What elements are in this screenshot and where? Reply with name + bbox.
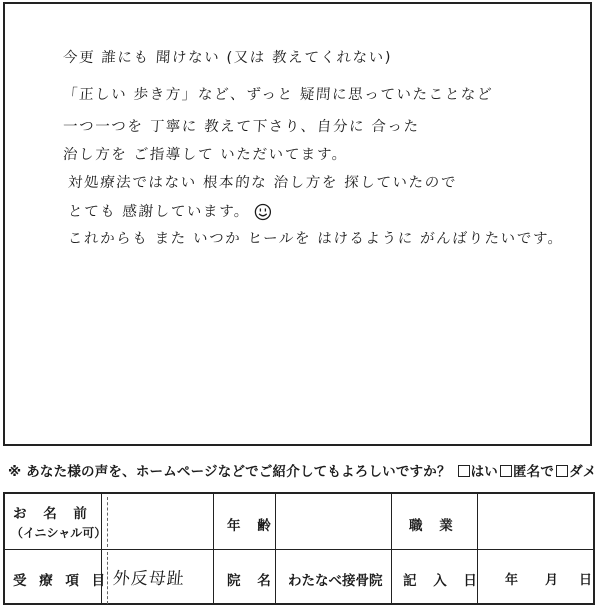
checkbox-yes-icon[interactable] <box>458 465 470 477</box>
comment-line-7: これからも また いつか ヒールを はけるように がんばりたいです。 <box>67 231 565 247</box>
permission-question <box>8 460 596 480</box>
comment-line-6: とても 感謝しています。 <box>67 204 251 220</box>
date-label: 記 入 日 <box>403 573 483 589</box>
option-no-label: ダメ <box>569 464 597 480</box>
name-label: お 名 前 <box>13 506 93 522</box>
customer-info-table <box>3 492 595 605</box>
table-column-divider <box>213 494 214 603</box>
treatment-value: 外反母趾 <box>111 569 186 589</box>
checkbox-anonymous-icon[interactable] <box>500 465 512 477</box>
comment-line-3: 一つ一つを 丁寧に 教えて下さり、自分に 合った <box>62 119 421 135</box>
table-column-divider <box>391 494 392 603</box>
clinic-name: わたなべ接骨院 <box>288 573 383 589</box>
comment-line-6-wrap <box>67 200 273 221</box>
comment-line-5: 対処療法ではない 根本的な 治し方を 探していたので <box>67 175 458 191</box>
comment-line-2: 「正しい 歩き方」など、ずっと 疑問に思っていたことなど <box>62 87 494 103</box>
job-label: 職 業 <box>409 518 459 534</box>
option-yes-label: はい <box>470 464 498 480</box>
month-label: 月 <box>545 573 559 588</box>
permission-question-text: ※ あなた様の声を、ホームページなどでご紹介してもよろしいですか？ <box>8 464 451 480</box>
comment-line-1: 今更 誰にも 聞けない (又は 教えてくれない) <box>62 50 393 66</box>
comment-line-4: 治し方を ご指導して いただいてます。 <box>62 147 349 163</box>
year-label: 年 <box>505 573 519 588</box>
smiley-face-icon <box>254 203 272 221</box>
table-dashed-divider <box>107 497 108 547</box>
age-label: 年 齢 <box>227 518 277 534</box>
name-note: （イニシャル可） <box>11 526 107 540</box>
table-row-divider <box>5 549 593 550</box>
clinic-label: 院 名 <box>227 573 277 589</box>
option-anonymous-label: 匿名で <box>512 464 555 480</box>
comment-box <box>3 2 592 446</box>
treatment-label: 受 療 項 目 <box>13 573 110 589</box>
checkbox-no-icon[interactable] <box>556 465 568 477</box>
day-label: 日 <box>579 573 593 588</box>
